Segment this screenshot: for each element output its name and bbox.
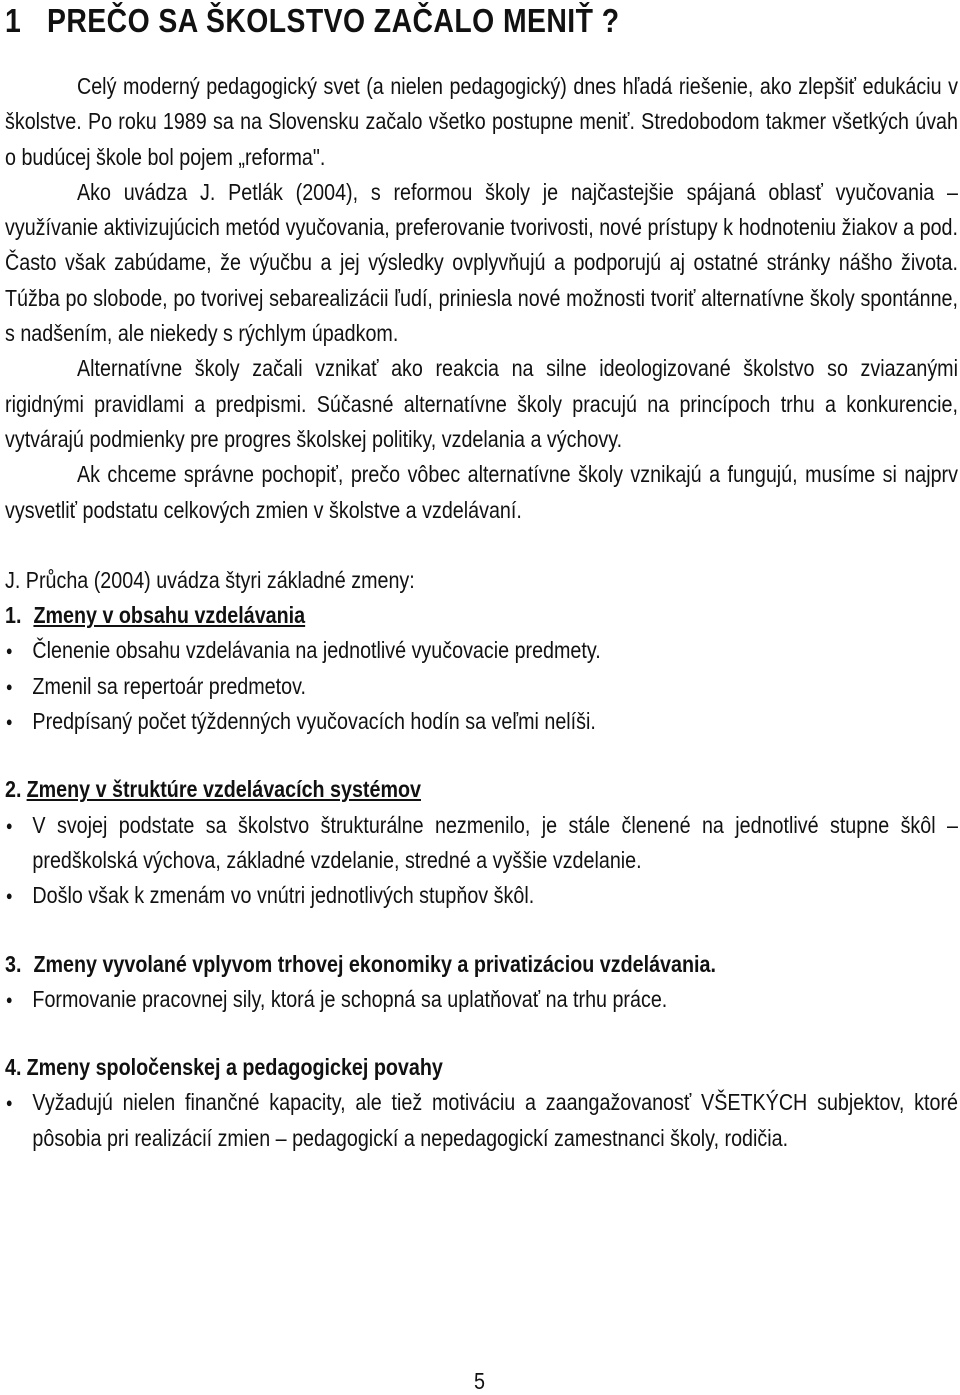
list-item: ● Predpísaný počet týždenných vyučovacích hodín sa veľmi nelíši. xyxy=(5,704,958,739)
section-3-list xyxy=(5,982,958,1017)
list-item: ● Členenie obsahu vzdelávania na jednotlivé vyučovacie predmety. xyxy=(5,633,958,668)
chapter-title: PREČO SA ŠKOLSTVO ZAČALO MENIŤ ? xyxy=(47,2,620,39)
section-title: Zmeny v štruktúre vzdelávacích systémov xyxy=(26,776,421,803)
spacer xyxy=(5,739,958,772)
section-number: 2. xyxy=(5,776,22,803)
section-title: Zmeny v obsahu vzdelávania xyxy=(33,602,306,629)
body-text xyxy=(5,69,958,1156)
spacer xyxy=(5,528,958,563)
spacer xyxy=(5,914,958,947)
bullet-icon: ● xyxy=(5,1095,13,1111)
section-4-heading xyxy=(5,1050,958,1085)
section-2-list xyxy=(5,808,958,914)
chapter-number: 1 xyxy=(5,2,22,39)
paragraph-2: Ako uvádza J. Petlák (2004), s reformou školy je najčastejšie spájaná oblasť vyučovania – využívanie aktivizujúcich metód vyučovania, preferovanie tvorivosti, nové prístupy k hodnoteniu žiakov a pod. Často však zabúdame, že výučbu a jej výsledky ovplyvňujú a podporujú aj ostatné stránky nášho života. Túžba po slobode, po tvorivej sebarealizácii ľudí, priniesla nové možnosti tvoriť alternatívne školy spontánne, s nadšením, ale niekedy s rýchlym úpadkom. xyxy=(5,178,958,347)
list-item: ● V svojej podstate sa školstvo štrukturálne nezmenilo, je stále členené na jednotlivé stupne škôl – predškolská výchova, základné vzdelanie, stredné a vyššie vzdelanie. xyxy=(5,808,958,879)
spacer xyxy=(5,1017,958,1050)
section-4-list xyxy=(5,1085,958,1156)
section-2-heading xyxy=(5,772,958,807)
bullet-icon: ● xyxy=(5,714,13,730)
section-title: Zmeny vyvolané vplyvom trhovej ekonomiky a privatizáciou vzdelávania. xyxy=(33,950,716,977)
section-title: Zmeny spoločenskej a pedagogickej povahy xyxy=(26,1054,443,1081)
list-item: ● Formovanie pracovnej sily, ktorá je schopná sa uplatňovať na trhu práce. xyxy=(5,982,958,1017)
bullet-icon: ● xyxy=(5,643,13,659)
paragraph-1: Celý moderný pedagogický svet (a nielen pedagogický) dnes hľadá riešenie, ako zlepšiť edukáciu v školstve. Po roku 1989 sa na Slovensku začalo všetko postupne meniť. Stredobodom takmer všetkých úvah o budúcej škole bol pojem „reforma". xyxy=(5,73,958,170)
paragraph-3: Alternatívne školy začali vznikať ako reakcia na silne ideologizované školstvo so zviazanými rigidnými pravidlami a predpismi. Súčasné alternatívne školy pracujú na princípoch trhu a konkurencie, vytvárajú podmienky pre progres školskej politiky, vzdelania a výchovy. xyxy=(5,355,958,452)
section-1-list xyxy=(5,633,958,739)
bullet-icon: ● xyxy=(5,678,13,694)
list-item: ● Zmenil sa repertoár predmetov. xyxy=(5,669,958,704)
bullet-icon: ● xyxy=(5,817,13,833)
paragraph-4: Ak chceme správne pochopiť, prečo vôbec alternatívne školy vznikajú a fungujú, musíme si najprv vysvetliť podstatu celkových zmien v školstve a vzdelávaní. xyxy=(5,461,958,523)
section-number: 4. xyxy=(5,1054,22,1081)
list-item: ● Došlo však k zmenám vo vnútri jednotlivých stupňov škôl. xyxy=(5,878,958,913)
intro-line: J. Průcha (2004) uvádza štyri základné zmeny: xyxy=(5,566,415,593)
section-number: 1. xyxy=(5,602,22,629)
page-number: 5 xyxy=(474,1368,486,1394)
bullet-icon: ● xyxy=(5,888,13,904)
bullet-icon: ● xyxy=(5,991,13,1007)
section-3-heading xyxy=(5,947,958,982)
section-1-heading xyxy=(5,598,958,633)
list-item: ● Vyžadujú nielen finančné kapacity, ale tiež motiváciu a zaangažovanosť VŠETKÝCH subjektov, ktoré pôsobia pri realizácií zmien – pedagogickí a nepedagogickí zamestnanci školy, rodičia. xyxy=(5,1085,958,1156)
section-number: 3. xyxy=(5,950,22,977)
chapter-heading xyxy=(5,2,619,40)
